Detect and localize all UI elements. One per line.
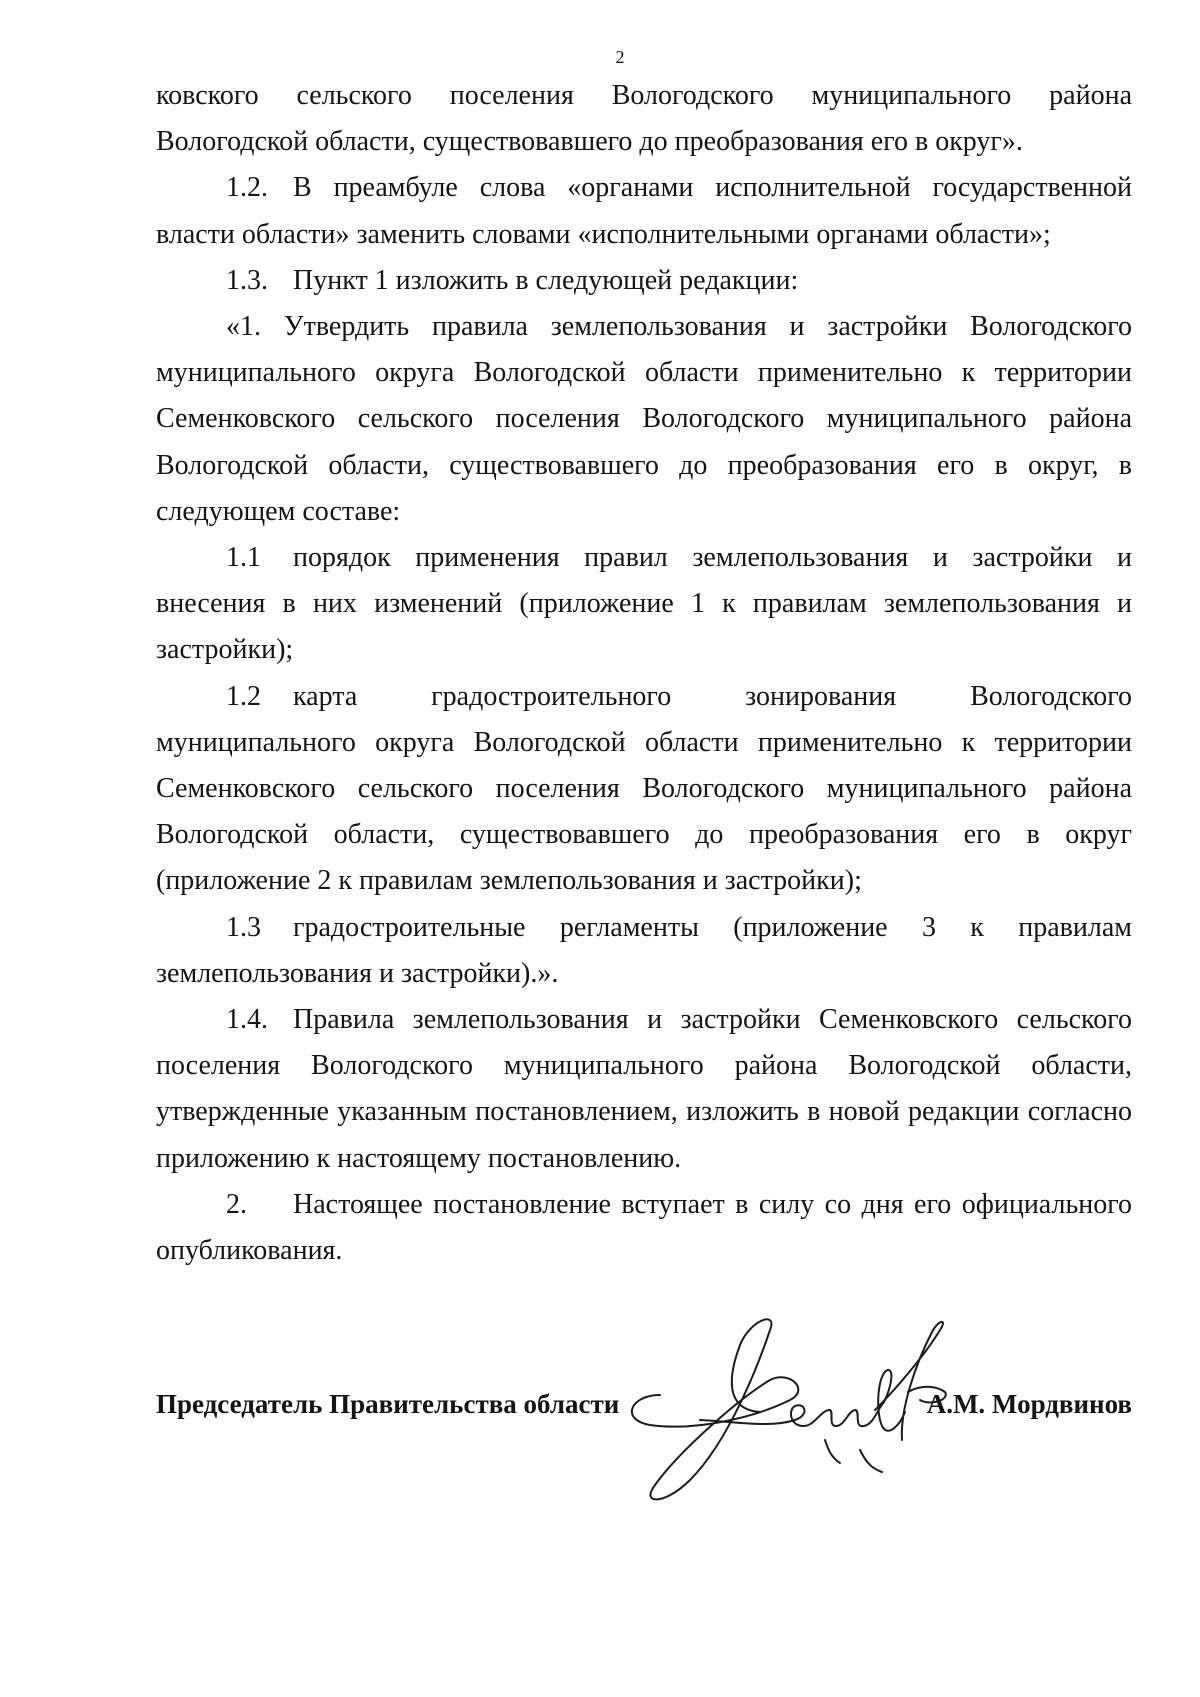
item-number: 1.2 — [226, 680, 261, 712]
paragraph-subitem-1-2 — [156, 674, 1132, 905]
paragraph-1-3 — [156, 258, 1132, 304]
handwritten-signature-icon — [620, 1300, 1000, 1515]
item-text: порядок применения правил землепользования и застройки и внесения в них изменений (приложение 1 к правилам землепользования и застройки); — [156, 542, 1132, 666]
item-text: Правила землепользования и застройки Семенковского сельского поселения Вологодского муниципального района Вологодской области, утвержденные указанным постановлением, изложить в новой редакции согласно приложению к настоящему постановлению. — [156, 1004, 1132, 1174]
signatory-title: Председатель Правительства области — [156, 1389, 620, 1419]
paragraph-quoted-item-1: «1. Утвердить правила землепользования и застройки Вологодского муниципального округа Вологодской области применительно к территории Семенковского сельского поселения Вологодского муниципального района Вологодской области, существовавшего до преобразования его в округ, в следующем составе: — [156, 311, 1132, 527]
page-number: 2 — [615, 47, 625, 67]
item-text: Пункт 1 изложить в следующей редакции: — [293, 264, 799, 296]
item-number: 1.3. — [226, 264, 268, 296]
item-text: градостроительные регламенты (приложение 3 к правилам землепользования и застройки).». — [156, 911, 1132, 989]
paragraph-2 — [156, 1182, 1132, 1274]
item-number: 1.4. — [226, 1004, 268, 1036]
item-number: 2. — [226, 1188, 247, 1220]
paragraph-continuation: ковского сельского поселения Вологодского муниципального района Вологодской области, существовавшего до преобразования его в округ». — [156, 80, 1132, 158]
paragraph-1-2 — [156, 165, 1132, 257]
item-text: карта градостроительного зонирования Вологодского муниципального округа Вологодской области применительно к территории Семенковского сельского поселения Вологодского муниципального района Вологодской области, существовавшего до преобразования его в округ (приложение 2 к правилам землепользования и застройки); — [156, 680, 1132, 897]
paragraph-subitem-1-3 — [156, 905, 1132, 997]
paragraph-subitem-1-1 — [156, 535, 1132, 674]
paragraph-1-4 — [156, 997, 1132, 1182]
signatory-name: А.М. Мордвинов — [926, 1389, 1132, 1419]
item-text: Настоящее постановление вступает в силу со дня его официального опубликования. — [156, 1188, 1132, 1267]
document-body — [156, 73, 1132, 1274]
item-number: 1.1 — [226, 542, 261, 574]
item-text: В преамбуле слова «органами исполнительной государственной власти области» заменить словами «исполнительными органами области»; — [156, 172, 1132, 250]
item-number: 1.3 — [226, 911, 261, 943]
item-number: 1.2. — [226, 172, 268, 204]
